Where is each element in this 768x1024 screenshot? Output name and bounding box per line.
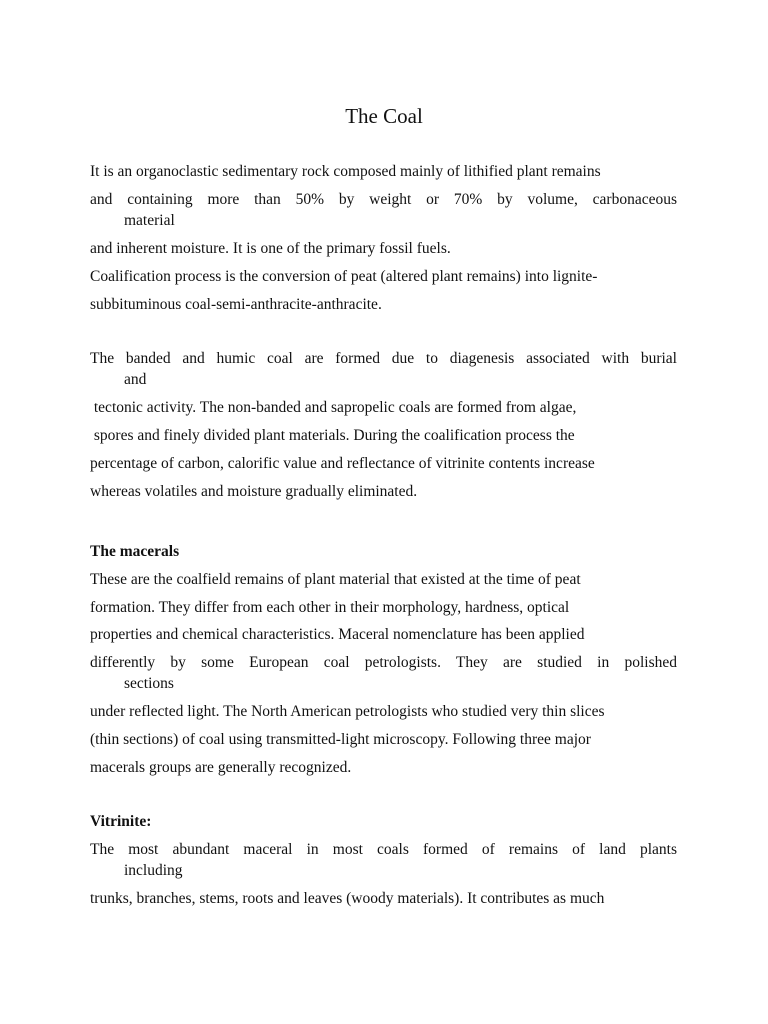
paragraph-line-wrap: including xyxy=(124,862,183,879)
paragraph-line: percentage of carbon, calorific value and reflectance of vitrinite contents increase xyxy=(90,455,595,472)
paragraph-line: and inherent moisture. It is one of the primary fossil fuels. xyxy=(90,240,451,257)
paragraph-line: The banded and humic coal are formed due to diagenesis associated with burial xyxy=(90,350,677,367)
paragraph-line-wrap: material xyxy=(124,212,175,229)
paragraph-line: subbituminous coal-semi-anthracite-anthracite. xyxy=(90,296,382,313)
paragraph-line: The most abundant maceral in most coals formed of remains of land plants xyxy=(90,841,677,858)
paragraph-line: spores and finely divided plant materials. During the coalification process the xyxy=(90,427,575,444)
paragraph-line: differently by some European coal petrologists. They are studied in polished xyxy=(90,654,677,671)
paragraph-line-wrap: and xyxy=(124,371,147,388)
paragraph-line-wrap: sections xyxy=(124,675,174,692)
paragraph-line: These are the coalfield remains of plant material that existed at the time of peat xyxy=(90,571,581,588)
paragraph-line: and containing more than 50% by weight or 70% by volume, carbonaceous xyxy=(90,191,677,208)
paragraph-line: Coalification process is the conversion of peat (altered plant remains) into lignite- xyxy=(90,268,598,285)
paragraph-line: formation. They differ from each other in their morphology, hardness, optical xyxy=(90,599,570,616)
page-title: The Coal xyxy=(345,104,423,128)
paragraph-line: It is an organoclastic sedimentary rock composed mainly of lithified plant remains xyxy=(90,163,601,180)
section-heading-vitrinite: Vitrinite: xyxy=(90,813,152,830)
section-heading-macerals: The macerals xyxy=(90,543,180,560)
paragraph-line: tectonic activity. The non-banded and sapropelic coals are formed from algae, xyxy=(90,399,577,416)
paragraph-line: whereas volatiles and moisture gradually eliminated. xyxy=(90,483,418,500)
paragraph-line: under reflected light. The North American petrologists who studied very thin slices xyxy=(90,703,605,720)
paragraph-line: macerals groups are generally recognized. xyxy=(90,759,352,776)
paragraph-line: trunks, branches, stems, roots and leaves (woody materials). It contributes as much xyxy=(90,890,605,907)
paragraph-line: (thin sections) of coal using transmitted-light microscopy. Following three major xyxy=(90,731,591,748)
paragraph-line: properties and chemical characteristics. Maceral nomenclature has been applied xyxy=(90,626,585,643)
